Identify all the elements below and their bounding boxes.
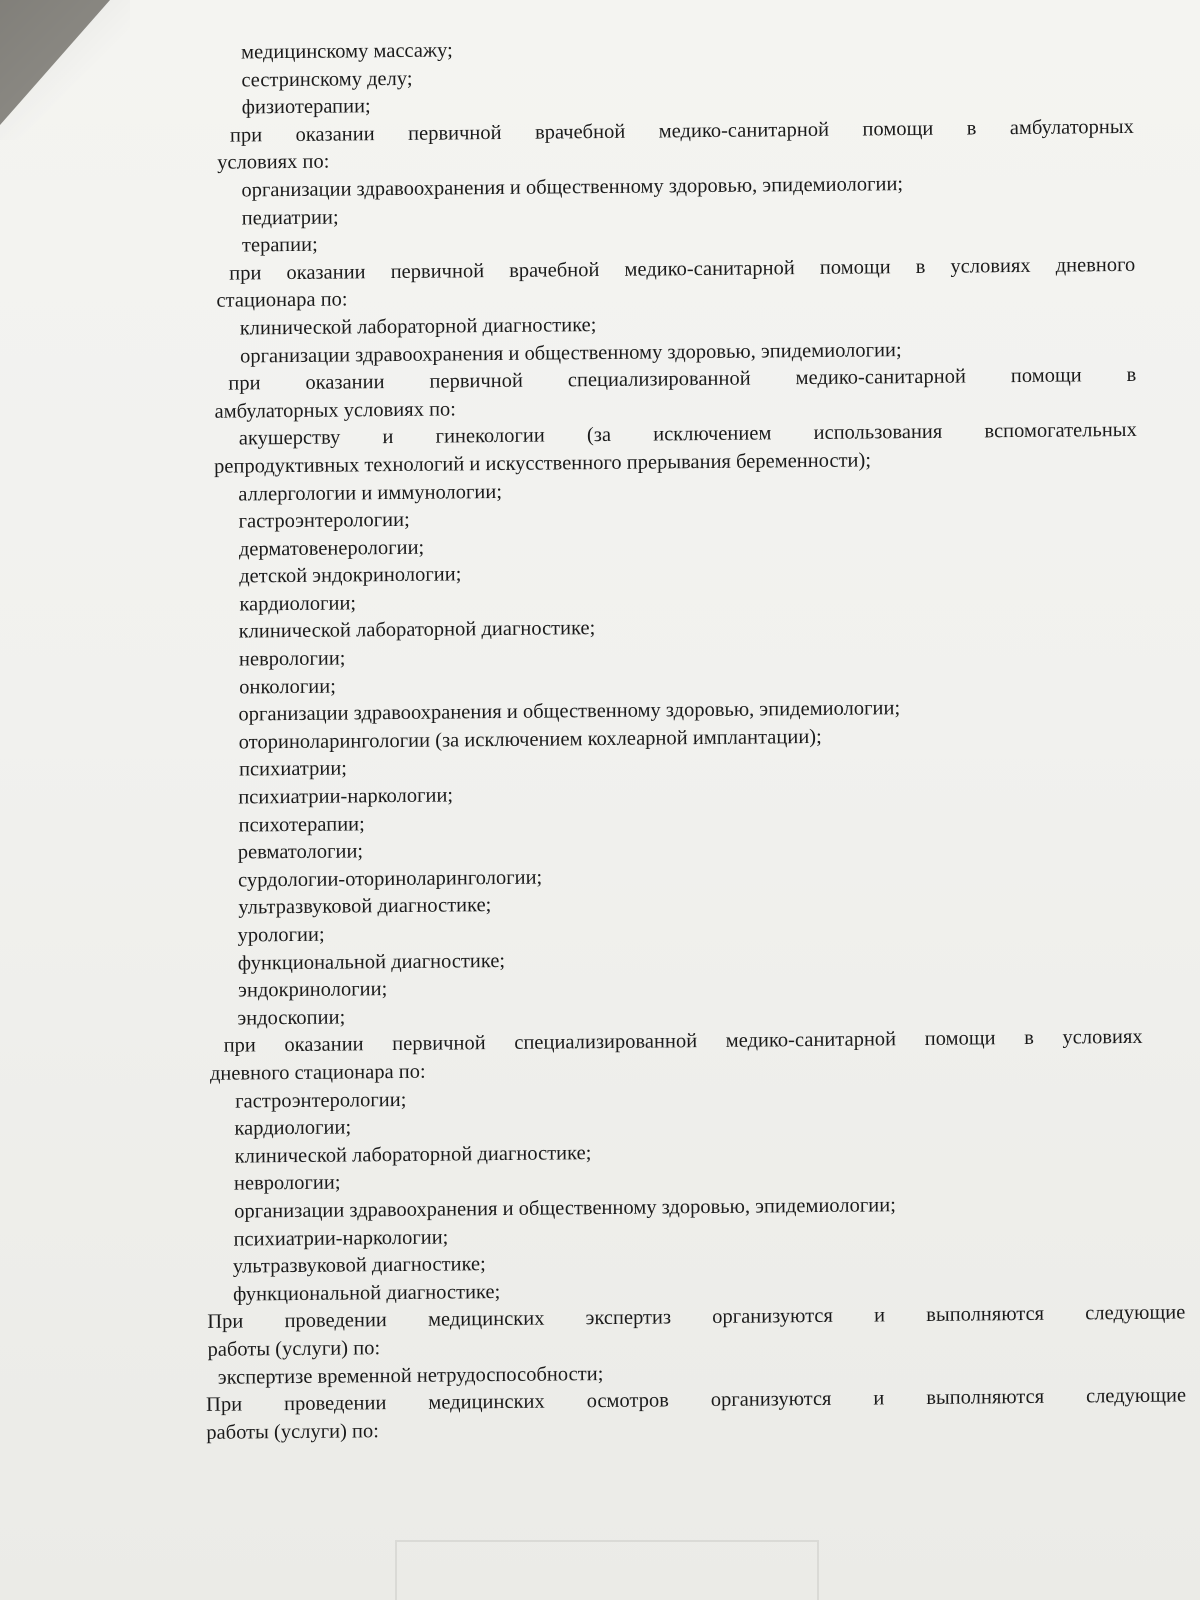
document-line: функциональной диагностике; xyxy=(237,949,506,975)
document-line: педиатрии; xyxy=(241,206,339,230)
document-line: онкологии; xyxy=(239,675,336,699)
document-line: психотерапии; xyxy=(238,812,365,837)
document-line: гастроэнтерологии; xyxy=(235,1088,407,1113)
document-line: урологии; xyxy=(237,923,325,947)
document-line: экспертизе временной нетрудоспособности; xyxy=(217,1362,604,1389)
document-line: медицинскому массажу; xyxy=(241,39,453,64)
document-line: при оказании первичной врачебной медико-санитарной помощи в условиях дневного xyxy=(229,253,1136,285)
document-line: кардиологии; xyxy=(234,1116,352,1140)
document-line: эндокринологии; xyxy=(238,978,388,1002)
document-line: психиатрии-наркологии; xyxy=(233,1226,449,1251)
document-line: сестринскому делу; xyxy=(241,67,413,92)
document-line: терапии; xyxy=(241,233,318,257)
document-line: оториноларингологии (за исключением кохлеарной имплантации); xyxy=(238,725,822,754)
document-line: организации здравоохранения и общественному здоровью, эпидемиологии; xyxy=(238,697,901,726)
document-line: неврологии; xyxy=(233,1171,341,1195)
document-line: при оказании первичной врачебной медико-санитарной помощи в амбулаторных xyxy=(229,115,1134,147)
document-line: дерматовенерологии; xyxy=(238,536,425,561)
document-line: аллергологии и иммунологии; xyxy=(238,480,503,506)
document-line: условиях по: xyxy=(217,150,330,175)
document-line: кардиологии; xyxy=(239,592,357,616)
document-line: ультразвуковой диагностике; xyxy=(238,894,492,919)
document-line: акушерству и гинекологии (за исключением использования вспомогательных xyxy=(238,419,1137,450)
document-line: стационара по: xyxy=(216,288,348,313)
document-line: сурдологии-оториноларингологии; xyxy=(237,866,543,892)
document-line: клинической лабораторной диагностике; xyxy=(239,314,597,340)
document-line: При проведении медицинских осмотров организуются и выполняются следующие xyxy=(205,1384,1187,1416)
document-line: работы (услуги) по: xyxy=(206,1419,379,1444)
document-line: организации здравоохранения и общественному здоровью, эпидемиологии; xyxy=(239,338,902,368)
document-line: При проведении медицинских экспертиз организуются и выполняются следующие xyxy=(207,1301,1186,1334)
document-line: психиатрии-наркологии; xyxy=(238,784,454,809)
document-line: физиотерапии; xyxy=(241,95,371,119)
document-line: психиатрии; xyxy=(238,757,348,781)
document-body xyxy=(185,30,1188,1447)
document-line: функциональной диагностике; xyxy=(232,1280,501,1306)
document-line: эндоскопии; xyxy=(237,1006,346,1030)
document-line: организации здравоохранения и общественному здоровью, эпидемиологии; xyxy=(234,1194,896,1223)
corner-shadow xyxy=(0,0,130,140)
document-line: детской эндокринологии; xyxy=(239,563,462,588)
document-line: организации здравоохранения и общественному здоровью, эпидемиологии; xyxy=(241,173,904,202)
document-line: клинической лабораторной диагностике; xyxy=(234,1141,592,1168)
document-line: ревматологии; xyxy=(237,840,364,864)
document-line: клинической лабораторной диагностике; xyxy=(238,617,596,643)
document-line: репродуктивных технологий и искусственного прерывания беременности); xyxy=(213,449,872,478)
document-line: работы (услуги) по: xyxy=(207,1337,381,1361)
stamp-outline xyxy=(395,1540,819,1600)
document-line: при оказании первичной специализированной медико-санитарной помощи в условиях xyxy=(223,1026,1143,1058)
document-line: ультразвуковой диагностике; xyxy=(232,1253,486,1278)
document-line: амбулаторных условиях по: xyxy=(214,398,457,423)
document-line: дневного стационара по: xyxy=(209,1060,426,1085)
document-line: гастроэнтерологии; xyxy=(238,508,410,533)
document-line: неврологии; xyxy=(238,647,346,671)
document-line: при оказании первичной специализированной медико-санитарной помощи в xyxy=(228,364,1137,395)
